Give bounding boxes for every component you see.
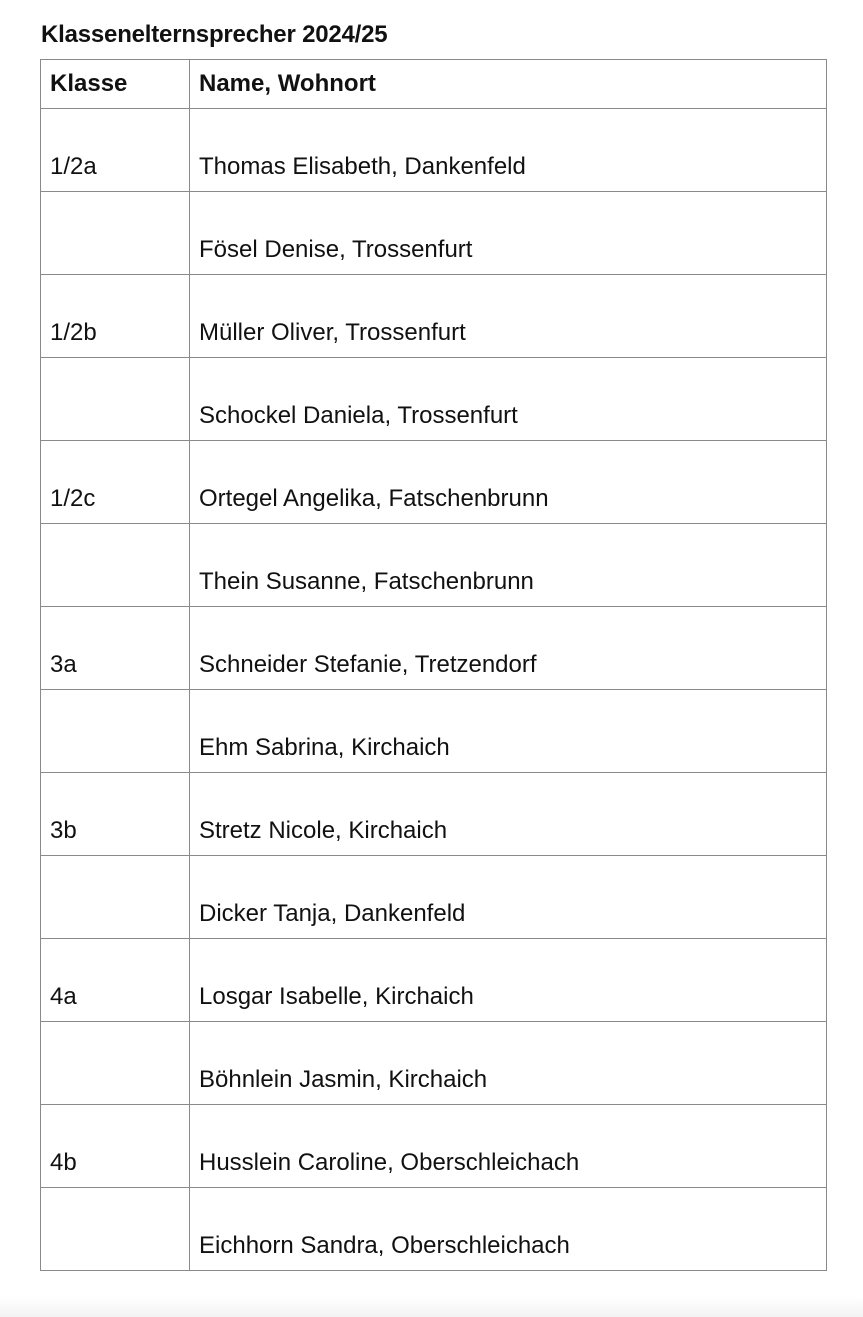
page-title: Klassenelternsprecher 2024/25 — [41, 21, 388, 48]
name-wohnort-cell: Thomas Elisabeth, Dankenfeld — [190, 109, 827, 192]
klasse-cell: 4a — [41, 939, 190, 1022]
table-row — [41, 524, 827, 607]
column-header-klasse: Klasse — [41, 60, 190, 109]
klasse-cell — [41, 1022, 190, 1105]
name-wohnort-cell: Böhnlein Jasmin, Kirchaich — [190, 1022, 827, 1105]
table-row — [41, 690, 827, 773]
klasse-cell: 4b — [41, 1105, 190, 1188]
table-row — [41, 275, 827, 358]
table-row — [41, 1022, 827, 1105]
name-wohnort-cell: Eichhorn Sandra, Oberschleichach — [190, 1188, 827, 1271]
name-wohnort-cell: Thein Susanne, Fatschenbrunn — [190, 524, 827, 607]
klasse-cell — [41, 690, 190, 773]
klasse-cell: 1/2c — [41, 441, 190, 524]
name-wohnort-cell: Dicker Tanja, Dankenfeld — [190, 856, 827, 939]
name-wohnort-cell: Schockel Daniela, Trossenfurt — [190, 358, 827, 441]
table-row — [41, 1105, 827, 1188]
klasse-cell: 3a — [41, 607, 190, 690]
class-parents-table-container — [40, 59, 826, 1271]
klasse-cell: 1/2b — [41, 275, 190, 358]
klasse-cell — [41, 192, 190, 275]
column-header-name-wohnort: Name, Wohnort — [190, 60, 827, 109]
name-wohnort-cell: Müller Oliver, Trossenfurt — [190, 275, 827, 358]
table-row — [41, 773, 827, 856]
table-row — [41, 192, 827, 275]
name-wohnort-cell: Stretz Nicole, Kirchaich — [190, 773, 827, 856]
table-row — [41, 939, 827, 1022]
klasse-cell — [41, 358, 190, 441]
klasse-cell — [41, 1188, 190, 1271]
name-wohnort-cell: Schneider Stefanie, Tretzendorf — [190, 607, 827, 690]
klasse-cell: 3b — [41, 773, 190, 856]
name-wohnort-cell: Ehm Sabrina, Kirchaich — [190, 690, 827, 773]
table-row — [41, 441, 827, 524]
table-row — [41, 856, 827, 939]
table-row — [41, 358, 827, 441]
table-row — [41, 607, 827, 690]
table-row — [41, 1188, 827, 1271]
name-wohnort-cell: Ortegel Angelika, Fatschenbrunn — [190, 441, 827, 524]
klasse-cell: 1/2a — [41, 109, 190, 192]
table-row — [41, 109, 827, 192]
table-header-row — [41, 60, 827, 109]
page-bottom-shade — [0, 1297, 863, 1317]
klasse-cell — [41, 524, 190, 607]
klasse-cell — [41, 856, 190, 939]
name-wohnort-cell: Losgar Isabelle, Kirchaich — [190, 939, 827, 1022]
name-wohnort-cell: Husslein Caroline, Oberschleichach — [190, 1105, 827, 1188]
name-wohnort-cell: Fösel Denise, Trossenfurt — [190, 192, 827, 275]
class-parents-table — [40, 59, 827, 1271]
